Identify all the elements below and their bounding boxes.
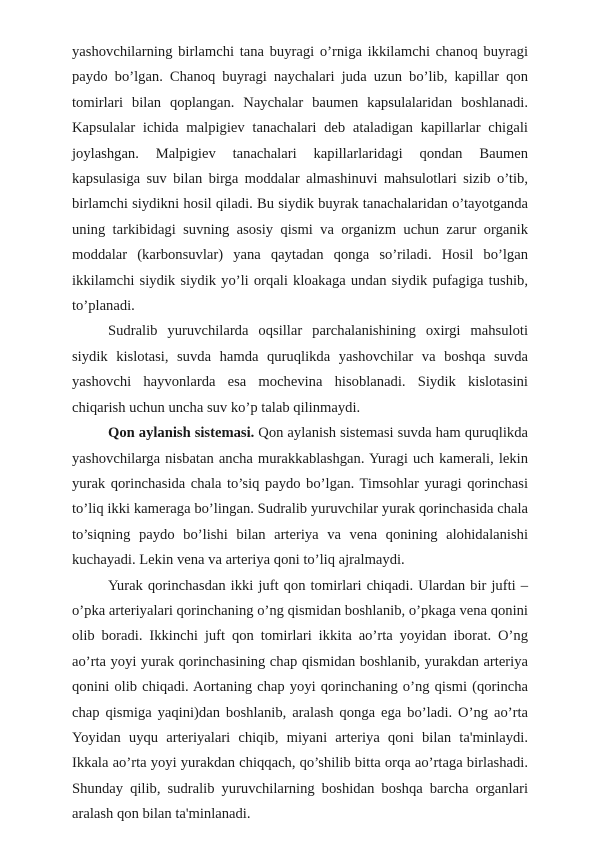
document-page [72,40,528,828]
paragraph-uric-acid: Sudralib yuruvchilarda oqsillar parchalanishining oxirgi mahsuloti siydik kislotasi, suvda hamda quruqlikda yashovchilar va boshqa suvda yashovchi hayvonlarda esa mochevina hisoblanadi. Siydik kislotasini chiqarish uchun uncha suv ko’p talab qilinmaydi. [72,323,528,416]
paragraph-circulation [72,421,528,573]
paragraph-kidney: yashovchilarning birlamchi tana buyragi o’rniga ikkilamchi chanoq buyragi paydo bo’lgan. Chanoq buyragi naychalari juda uzun bo’lib, kapillar qon tomirlari bilan qoplangan. Naychalar baumen kapsulalaridan boshlanadi. Kapsulalar ichida malpigiev tanachalari deb ataladigan kapillarlar chigali joylashgan. Malpigiev tanachalari kapillarlaridagi qondan Baumen kapsulasiga suv bilan birga moddalar almashinuvi mahsulotlari sizib o’tib, birlamchi siydikni hosil qiladi. Bu siydik buyrak tanachalaridan o’tayotganda uning tarkibidagi suvning asosiy qismi va organizm uchun zarur organik moddalar (karbonsuvlar) yana qaytadan qonga so’riladi. Hosil bo’lgan ikkilamchi siydik siydik yo’li orqali kloakaga undan siydik pufagiga tushib, to’planadi. [72,44,528,315]
paragraph-circulation-text: Qon aylanish sistemasi suvda ham quruqlikda yashovchilarga nisbatan ancha murakkablashgan. Yuragi uch kamerali, lekin yurak qorinchasida chala to’siq paydo bo’lgan. Timsohlar yuragi qorinchasi to’liq ikki kameraga bo’lingan. Sudralib yuruvchilar yurak qorinchasida chala to’siqning paydo bo’lishi bilan arteriya va vena qonining alohidalanishi kuchayadi. Lekin vena va arteriya qoni to’liq ajralmaydi. [72,425,528,569]
paragraph-vessels: Yurak qorinchasdan ikki juft qon tomirlari chiqadi. Ulardan bir jufti – o’pka arteriyalari qorinchaning o’ng qismidan boshlanib, o’pkaga vena qonini olib boradi. Ikkinchi juft qon tomirlari ikkita ao’rta yoyidan iborat. O’ng ao’rta yoyi yurak qorinchasining chap qismidan boshlanib, yurakdan arteriya qonini olib chiqadi. Aortaning chap yoyi qorinchaning o’ng qismi (qorincha chap qismiga yaqini)dan boshlanib, aralash qonga ega bo’ladi. O’ng ao’rta Yoyidan uyqu arteriyalari chiqib, miyani arteriya qoni bilan ta'minlaydi. Ikkala ao’rta yoyi yurakdan chiqqach, qo’shilib bitta orqa ao’rtaga birlashadi. Shunday qilib, sudralib yuruvchilarning boshidan boshqa barcha organlari aralash qon bilan ta'minlanadi. [72,577,528,823]
section-heading: Qon aylanish sistemasi. [108,425,255,442]
